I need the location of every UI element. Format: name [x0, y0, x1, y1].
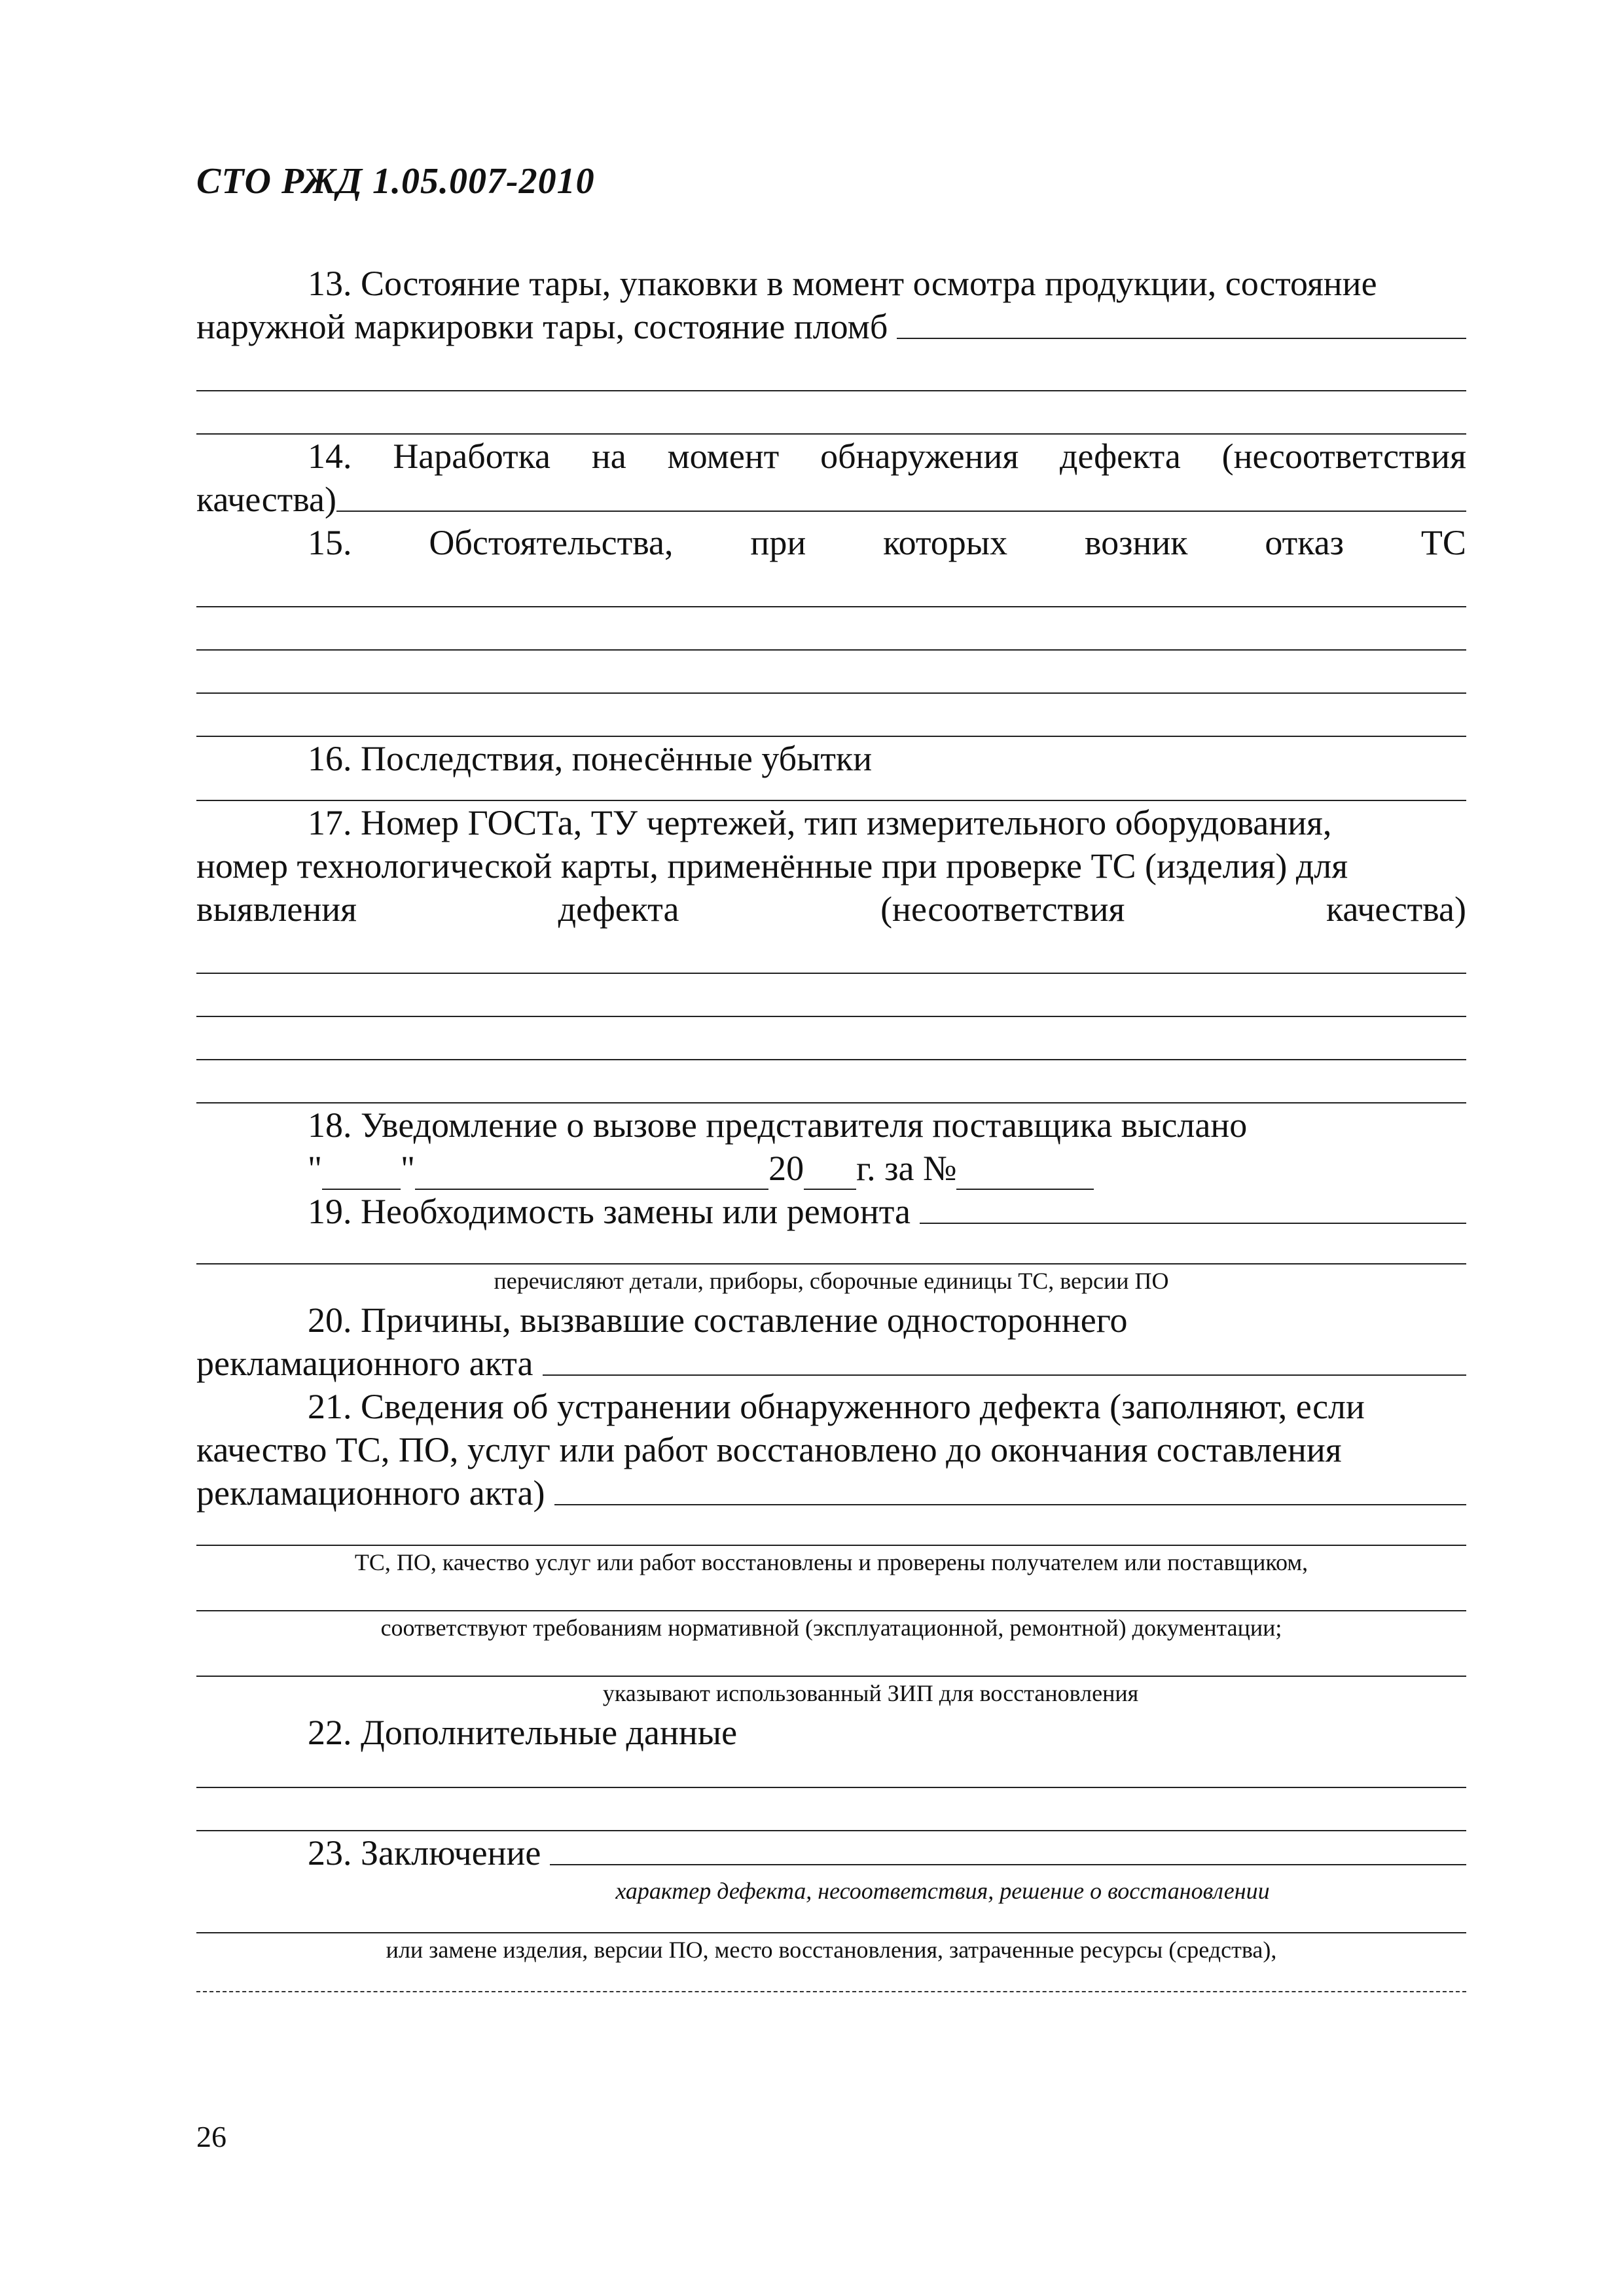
item-14-word: на — [591, 437, 626, 476]
item-19-field[interactable] — [920, 1223, 1466, 1224]
item-23-blank-line[interactable] — [196, 1909, 1466, 1933]
item-21-caption-1: ТС, ПО, качество услуг или работ восстановлены и проверены получателем или поставщиком, — [354, 1549, 1308, 1575]
item-21-blank-line[interactable] — [196, 1580, 1466, 1611]
item-13-blank-line[interactable] — [196, 391, 1466, 435]
item-17-word: дефекта — [558, 889, 679, 929]
item-15-word: при — [750, 523, 806, 562]
item-19-caption: перечисляют детали, приборы, сборочные единицы ТС, версии ПО — [494, 1268, 1169, 1294]
item-14-word: обнаружения — [820, 437, 1019, 476]
item-20-line1: 20. Причины, вызвавшие составление одностороннего — [308, 1300, 1128, 1340]
item-23-caption-1: характер дефекта, несоответствия, решение о восстановлении — [615, 1878, 1270, 1904]
item-13-field[interactable] — [897, 338, 1466, 339]
item-15-word: ТС — [1420, 523, 1466, 562]
item-15-word: отказ — [1265, 523, 1344, 562]
item-15-word: Обстоятельства, — [429, 523, 674, 562]
item-13-label: наружной маркировки тары, состояние пломб — [196, 307, 888, 346]
item-22-text: 22. Дополнительные данные — [308, 1713, 738, 1752]
item-14-word: (несоответствия — [1221, 437, 1466, 476]
item-15-blank-line[interactable] — [196, 564, 1466, 607]
item-17-blank-line[interactable] — [196, 974, 1466, 1017]
item-21-label: рекламационного акта) — [196, 1473, 545, 1513]
item-16-text: 16. Последствия, понесённые убытки — [308, 739, 873, 778]
item-21-blank-line[interactable] — [196, 1515, 1466, 1546]
item-18-date-line — [196, 1147, 1466, 1190]
item-14-line2 — [196, 478, 1466, 521]
item-21-line3 — [196, 1471, 1466, 1515]
notice-number-field[interactable] — [956, 1155, 1094, 1190]
item-17-word: качества) — [1326, 889, 1466, 929]
item-15-word: 15. — [308, 523, 352, 562]
item-17-line1: 17. Номер ГОСТа, ТУ чертежей, тип измерительного оборудования, — [308, 803, 1332, 842]
item-15-blank-line[interactable] — [196, 651, 1466, 694]
item-20-field[interactable] — [543, 1374, 1466, 1376]
item-14-word: дефекта — [1060, 437, 1181, 476]
item-17-blank-line[interactable] — [196, 931, 1466, 974]
item-14-line1 — [196, 435, 1466, 478]
item-14-word: Наработка — [393, 437, 550, 476]
item-14-label: качества) — [196, 480, 336, 519]
item-13-line2 — [196, 305, 1466, 348]
item-21-caption-2: соответствуют требованиям нормативной (эксплуатационной, ремонтной) документации; — [380, 1615, 1282, 1641]
item-17-line3 — [196, 888, 1466, 931]
item-17-word: (несоответствия — [880, 889, 1125, 929]
item-17-blank-line[interactable] — [196, 1017, 1466, 1060]
quote-close: " — [401, 1149, 416, 1188]
item-18-line1: 18. Уведомление о вызове представителя поставщика выслано — [308, 1105, 1248, 1145]
item-19-blank-line[interactable] — [196, 1233, 1466, 1265]
item-23-blank-line[interactable] — [196, 1967, 1466, 1992]
year-prefix: 20 — [768, 1149, 804, 1188]
document-header: СТО РЖД 1.05.007-2010 — [196, 161, 595, 202]
item-14-word: момент — [667, 437, 780, 476]
day-field[interactable] — [322, 1155, 401, 1190]
item-14-field[interactable] — [336, 511, 1466, 512]
item-13-blank-line[interactable] — [196, 348, 1466, 391]
item-15-word: которых — [883, 523, 1008, 562]
item-19-line1 — [196, 1190, 1466, 1233]
item-17-word: выявления — [196, 889, 357, 929]
item-21-field[interactable] — [554, 1504, 1467, 1505]
item-14-word: 14. — [308, 437, 352, 476]
item-17-blank-line[interactable] — [196, 1060, 1466, 1103]
item-23-line1 — [196, 1831, 1466, 1874]
item-23-label: 23. Заключение — [308, 1833, 541, 1873]
item-13-line1: 13. Состояние тары, упаковки в момент осмотра продукции, состояние — [308, 264, 1377, 303]
item-21-caption-3: указывают использованный ЗИП для восстановления — [602, 1680, 1139, 1706]
item-22-blank-line[interactable] — [196, 1788, 1466, 1831]
item-23-caption-2: или замене изделия, версии ПО, место восстановления, затраченные ресурсы (средства), — [386, 1937, 1277, 1963]
item-20-line2 — [196, 1342, 1466, 1385]
month-field[interactable] — [415, 1155, 768, 1190]
item-15-blank-line[interactable] — [196, 607, 1466, 651]
item-15-word: возник — [1084, 523, 1188, 562]
form-content — [196, 262, 1466, 1992]
item-23-field[interactable] — [550, 1864, 1466, 1865]
quote-open: " — [308, 1149, 323, 1188]
item-17-line2: номер технологической карты, применённые при проверке ТС (изделия) для — [196, 846, 1348, 886]
year-field[interactable] — [804, 1155, 856, 1190]
item-19-label: 19. Необходимость замены или ремонта — [308, 1192, 911, 1231]
item-22-blank-line[interactable] — [196, 1754, 1466, 1788]
item-15-blank-line[interactable] — [196, 694, 1466, 737]
item-21-blank-line[interactable] — [196, 1645, 1466, 1677]
page-number: 26 — [196, 2120, 226, 2153]
item-15-line1 — [196, 521, 1466, 564]
year-suffix: г. за № — [856, 1149, 957, 1188]
item-20-label: рекламационного акта — [196, 1344, 533, 1383]
item-21-line2: качество ТС, ПО, услуг или работ восстановлено до окончания составления — [196, 1430, 1342, 1469]
item-16-blank-line[interactable] — [196, 780, 1466, 801]
item-21-line1: 21. Сведения об устранении обнаруженного дефекта (заполняют, если — [308, 1387, 1365, 1426]
